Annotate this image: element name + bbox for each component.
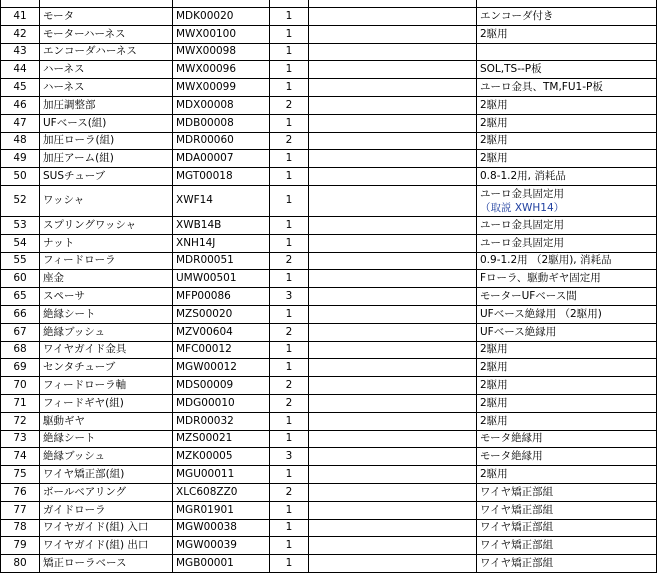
row-number-cell: 46: [1, 96, 40, 114]
blank-cell: [309, 412, 477, 430]
remark-cell: [477, 43, 657, 61]
table-row: [1, 96, 657, 114]
quantity-cell: 2: [270, 96, 309, 114]
row-number-cell: 66: [1, 305, 40, 323]
quantity-cell: 2: [270, 323, 309, 341]
part-name-cell: ワイヤ矯正部(組): [40, 466, 173, 484]
table-row: [1, 168, 657, 186]
quantity-cell: 1: [270, 25, 309, 43]
table-row: [1, 377, 657, 395]
remark-cell: 2駆用: [477, 132, 657, 150]
part-number-cell: MGW00012: [173, 359, 270, 377]
quantity-cell: 2: [270, 377, 309, 395]
quantity-cell: 1: [270, 341, 309, 359]
remark-cell: モータ絶縁用: [477, 430, 657, 448]
remark-cell: 0.8-1.2用, 消耗品: [477, 168, 657, 186]
part-name-cell: 加圧アーム(組): [40, 150, 173, 168]
quantity-cell: 1: [270, 61, 309, 79]
row-number-cell: 54: [1, 234, 40, 252]
table-row: [1, 216, 657, 234]
row-number-cell: 65: [1, 288, 40, 306]
row-number-cell: 77: [1, 501, 40, 519]
part-name-cell: スプリングワッシャ: [40, 216, 173, 234]
part-name-cell: 座金: [40, 270, 173, 288]
table-row: [1, 359, 657, 377]
part-name-cell: モータ: [40, 8, 173, 26]
row-number-cell: 44: [1, 61, 40, 79]
part-name-cell: ハーネス: [40, 79, 173, 97]
row-number-cell: 41: [1, 8, 40, 26]
remark-cell: モーターUFベース間: [477, 288, 657, 306]
part-name-cell: スペーサ: [40, 288, 173, 306]
row-number-cell: 43: [1, 43, 40, 61]
table-row: [1, 61, 657, 79]
quantity-cell: 1: [270, 43, 309, 61]
part-name-cell: ワッシャ: [40, 185, 173, 216]
row-number-cell: 52: [1, 185, 40, 216]
quantity-cell: 1: [270, 501, 309, 519]
row-number-cell: 42: [1, 25, 40, 43]
blank-cell: [309, 448, 477, 466]
parts-table: [0, 7, 657, 573]
part-name-cell: 加圧調整部: [40, 96, 173, 114]
part-number-cell: MDK00020: [173, 8, 270, 26]
part-name-cell: 絶縁シート: [40, 430, 173, 448]
remark-cell: ワイヤ矯正部組: [477, 519, 657, 537]
table-row: [1, 430, 657, 448]
quantity-cell: 1: [270, 79, 309, 97]
blank-cell: [309, 185, 477, 216]
quantity-cell: 1: [270, 412, 309, 430]
table-row: [1, 537, 657, 555]
part-name-cell: フィードローラ軸: [40, 377, 173, 395]
row-number-cell: 79: [1, 537, 40, 555]
table-row: [1, 412, 657, 430]
blank-cell: [309, 132, 477, 150]
table-row: [1, 394, 657, 412]
quantity-cell: 1: [270, 234, 309, 252]
part-number-cell: MDX00008: [173, 96, 270, 114]
part-number-cell: MGB00001: [173, 555, 270, 573]
remark-cell: ワイヤ矯正部組: [477, 537, 657, 555]
row-number-cell: 70: [1, 377, 40, 395]
part-name-cell: ガイドローラ: [40, 501, 173, 519]
remark-cell: 2駆用: [477, 466, 657, 484]
part-name-cell: フィードローラ: [40, 252, 173, 270]
parts-table-body: [1, 8, 657, 573]
blank-cell: [309, 234, 477, 252]
part-number-cell: MWX00098: [173, 43, 270, 61]
remark-cell: UFベース絶縁用 （2駆用): [477, 305, 657, 323]
blank-cell: [309, 555, 477, 573]
blank-cell: [309, 168, 477, 186]
row-number-cell: 74: [1, 448, 40, 466]
blank-cell: [309, 377, 477, 395]
blank-cell: [309, 43, 477, 61]
row-number-cell: 68: [1, 341, 40, 359]
table-row: [1, 270, 657, 288]
row-number-cell: 49: [1, 150, 40, 168]
remark-second-line: （取説 XWH14）: [480, 201, 565, 214]
row-number-cell: 72: [1, 412, 40, 430]
quantity-cell: 2: [270, 483, 309, 501]
blank-cell: [309, 394, 477, 412]
remark-cell: エンコーダ付き: [477, 8, 657, 26]
part-name-cell: ワイヤガイド(組) 入口: [40, 519, 173, 537]
table-row: [1, 79, 657, 97]
quantity-cell: 1: [270, 537, 309, 555]
table-row: [1, 483, 657, 501]
blank-cell: [309, 359, 477, 377]
part-number-cell: MZS00020: [173, 305, 270, 323]
part-number-cell: MGW00039: [173, 537, 270, 555]
part-name-cell: フィードギヤ(組): [40, 394, 173, 412]
blank-cell: [309, 61, 477, 79]
part-number-cell: MDA00007: [173, 150, 270, 168]
remark-cell: 2駆用: [477, 394, 657, 412]
part-number-cell: MDG00010: [173, 394, 270, 412]
table-row: [1, 185, 657, 216]
blank-cell: [309, 288, 477, 306]
row-number-cell: 50: [1, 168, 40, 186]
blank-cell: [309, 270, 477, 288]
row-number-cell: 47: [1, 114, 40, 132]
quantity-cell: 1: [270, 8, 309, 26]
blank-cell: [309, 323, 477, 341]
part-number-cell: MDR00060: [173, 132, 270, 150]
remark-cell: ワイヤ矯正部組: [477, 555, 657, 573]
blank-cell: [309, 25, 477, 43]
part-number-cell: MFP00086: [173, 288, 270, 306]
table-row: [1, 501, 657, 519]
remark-cell: 2駆用: [477, 412, 657, 430]
table-row: [1, 341, 657, 359]
table-row: [1, 234, 657, 252]
blank-cell: [309, 466, 477, 484]
row-number-cell: 78: [1, 519, 40, 537]
remark-cell: 2駆用: [477, 377, 657, 395]
blank-cell: [309, 483, 477, 501]
row-number-cell: 73: [1, 430, 40, 448]
part-name-cell: ワイヤガイド金具: [40, 341, 173, 359]
part-number-cell: MGT00018: [173, 168, 270, 186]
part-name-cell: ボールベアリング: [40, 483, 173, 501]
remark-cell: UFベース絶縁用: [477, 323, 657, 341]
part-number-cell: MZK00005: [173, 448, 270, 466]
top-border-strip: [0, 0, 658, 7]
part-number-cell: MDB00008: [173, 114, 270, 132]
quantity-cell: 1: [270, 150, 309, 168]
part-name-cell: 加圧ローラ(組): [40, 132, 173, 150]
table-row: [1, 252, 657, 270]
remark-cell: 2駆用: [477, 341, 657, 359]
part-name-cell: センタチューブ: [40, 359, 173, 377]
quantity-cell: 1: [270, 185, 309, 216]
quantity-cell: 1: [270, 430, 309, 448]
row-number-cell: 67: [1, 323, 40, 341]
quantity-cell: 3: [270, 448, 309, 466]
table-row: [1, 43, 657, 61]
row-number-cell: 69: [1, 359, 40, 377]
table-row: [1, 448, 657, 466]
table-row: [1, 8, 657, 26]
quantity-cell: 1: [270, 359, 309, 377]
part-number-cell: MWX00099: [173, 79, 270, 97]
blank-cell: [309, 501, 477, 519]
part-name-cell: 駆動ギヤ: [40, 412, 173, 430]
part-name-cell: エンコーダハーネス: [40, 43, 173, 61]
part-number-cell: XLC608ZZ0: [173, 483, 270, 501]
row-number-cell: 48: [1, 132, 40, 150]
part-name-cell: ハーネス: [40, 61, 173, 79]
remark-cell: 2駆用: [477, 359, 657, 377]
part-number-cell: MWX00100: [173, 25, 270, 43]
remark-cell: Fローラ、駆動ギヤ固定用: [477, 270, 657, 288]
quantity-cell: 2: [270, 132, 309, 150]
remark-cell: ユーロ金具固定用: [477, 234, 657, 252]
quantity-cell: 1: [270, 270, 309, 288]
remark-cell: ワイヤ矯正部組: [477, 501, 657, 519]
part-name-cell: 絶縁ブッシュ: [40, 448, 173, 466]
part-number-cell: MZV00604: [173, 323, 270, 341]
blank-cell: [309, 96, 477, 114]
blank-cell: [309, 150, 477, 168]
quantity-cell: 3: [270, 288, 309, 306]
part-name-cell: 絶縁シート: [40, 305, 173, 323]
remark-cell: 2駆用: [477, 25, 657, 43]
remark-cell: ユーロ金具固定用: [477, 216, 657, 234]
quantity-cell: 2: [270, 394, 309, 412]
table-row: [1, 466, 657, 484]
table-row: [1, 25, 657, 43]
blank-cell: [309, 519, 477, 537]
remark-cell: 2駆用: [477, 114, 657, 132]
part-number-cell: MZS00021: [173, 430, 270, 448]
row-number-cell: 71: [1, 394, 40, 412]
quantity-cell: 1: [270, 168, 309, 186]
part-number-cell: XNH14J: [173, 234, 270, 252]
table-row: [1, 132, 657, 150]
blank-cell: [309, 216, 477, 234]
blank-cell: [309, 114, 477, 132]
quantity-cell: 1: [270, 216, 309, 234]
row-number-cell: 76: [1, 483, 40, 501]
part-number-cell: MDR00051: [173, 252, 270, 270]
table-row: [1, 288, 657, 306]
blank-cell: [309, 537, 477, 555]
part-name-cell: UFベース(組): [40, 114, 173, 132]
blank-cell: [309, 305, 477, 323]
table-row: [1, 323, 657, 341]
quantity-cell: 1: [270, 466, 309, 484]
quantity-cell: 2: [270, 252, 309, 270]
quantity-cell: 1: [270, 555, 309, 573]
table-row: [1, 519, 657, 537]
remark-cell: モータ絶縁用: [477, 448, 657, 466]
blank-cell: [309, 252, 477, 270]
part-name-cell: SUSチューブ: [40, 168, 173, 186]
part-number-cell: MGU00011: [173, 466, 270, 484]
row-number-cell: 55: [1, 252, 40, 270]
part-name-cell: ナット: [40, 234, 173, 252]
blank-cell: [309, 341, 477, 359]
part-number-cell: UMW00501: [173, 270, 270, 288]
part-number-cell: MWX00096: [173, 61, 270, 79]
part-number-cell: MGW00038: [173, 519, 270, 537]
blank-cell: [309, 79, 477, 97]
part-name-cell: モーターハーネス: [40, 25, 173, 43]
table-row: [1, 150, 657, 168]
quantity-cell: 1: [270, 114, 309, 132]
table-row: [1, 114, 657, 132]
remark-cell: ユーロ金具、TM,FU1-P板: [477, 79, 657, 97]
row-number-cell: 75: [1, 466, 40, 484]
blank-cell: [309, 430, 477, 448]
part-name-cell: 絶縁ブッシュ: [40, 323, 173, 341]
remark-cell: 0.9-1.2用 （2駆用), 消耗品: [477, 252, 657, 270]
part-number-cell: MGR01901: [173, 501, 270, 519]
row-number-cell: 80: [1, 555, 40, 573]
quantity-cell: 1: [270, 519, 309, 537]
table-row: [1, 555, 657, 573]
part-number-cell: XWB14B: [173, 216, 270, 234]
table-row: [1, 305, 657, 323]
row-number-cell: 60: [1, 270, 40, 288]
remark-cell: ユーロ金具固定用 （取説 XWH14）: [477, 185, 657, 216]
part-number-cell: XWF14: [173, 185, 270, 216]
remark-cell: 2駆用: [477, 150, 657, 168]
part-name-cell: 矯正ローラベース: [40, 555, 173, 573]
remark-cell: SOL,TS--P板: [477, 61, 657, 79]
part-number-cell: MFC00012: [173, 341, 270, 359]
remark-cell: 2駆用: [477, 96, 657, 114]
row-number-cell: 53: [1, 216, 40, 234]
part-number-cell: MDS00009: [173, 377, 270, 395]
quantity-cell: 1: [270, 305, 309, 323]
remark-cell: ワイヤ矯正部組: [477, 483, 657, 501]
part-name-cell: ワイヤガイド(組) 出口: [40, 537, 173, 555]
part-number-cell: MDR00032: [173, 412, 270, 430]
blank-cell: [309, 8, 477, 26]
row-number-cell: 45: [1, 79, 40, 97]
